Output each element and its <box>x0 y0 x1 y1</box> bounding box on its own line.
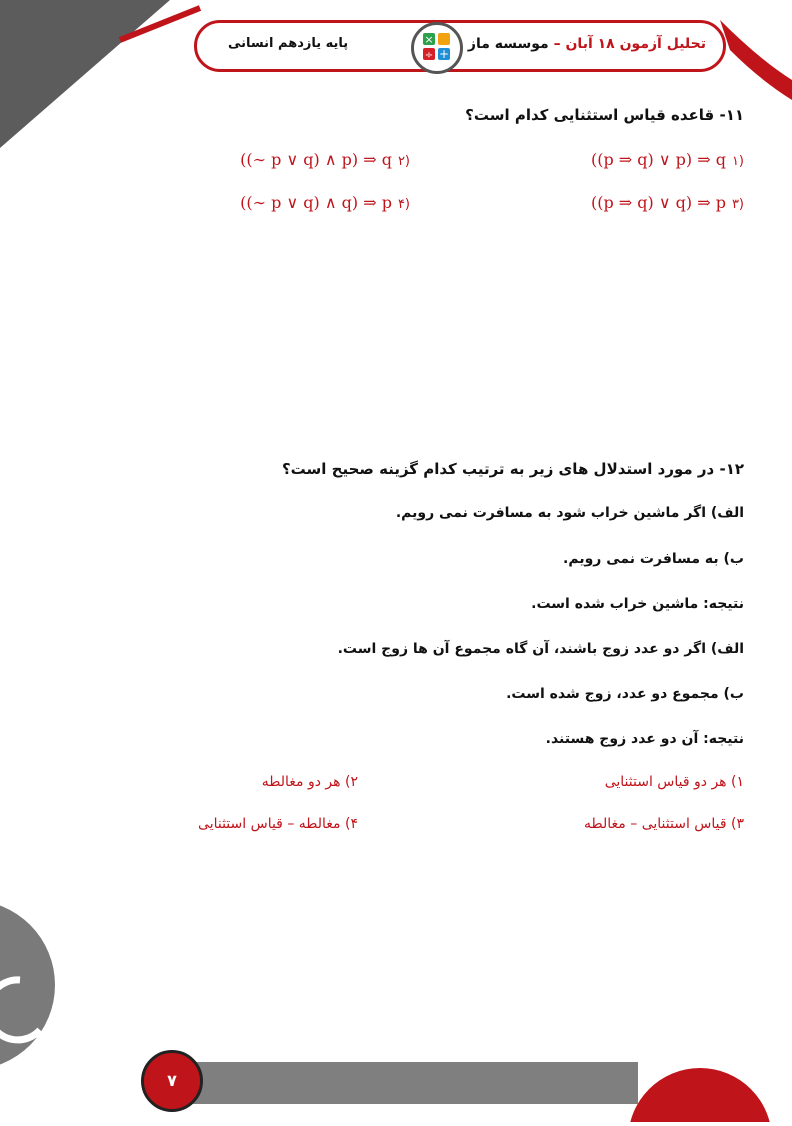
question-12-title: ۱۲- در مورد استدلال های زیر به ترتیب کدام گزینه صحیح است؟ <box>281 460 744 478</box>
q11-option-3 <box>591 193 744 212</box>
exam-title: تحلیل آزمون ۱۸ آبان <box>565 36 706 52</box>
q12-premise-a2: الف) اگر دو عدد زوج باشند، آن گاه مجموع آن ها زوج است. <box>337 641 744 657</box>
q11-option-1-number: ۱) <box>731 154 744 169</box>
q12-conclusion-1: نتیجه: ماشین خراب شده است. <box>531 596 744 612</box>
q12-conclusion-2: نتیجه: آن دو عدد زوج هستند. <box>545 731 744 747</box>
q12-premise-b1: ب) به مسافرت نمی رویم. <box>563 551 744 567</box>
question-11-title: ۱۱- قاعده قیاس استثنایی کدام است؟ <box>465 106 744 124</box>
svg-text:×: × <box>424 33 434 46</box>
grade-label: پایه یازدهم انسانی <box>228 36 349 51</box>
logo <box>411 22 463 74</box>
q12-premise-a1: الف) اگر ماشین خراب شود به مسافرت نمی رویم. <box>395 505 744 521</box>
q11-option-3-formula: ((p ⇒ q) ∨ q) ⇒ p <box>590 193 726 212</box>
q11-option-1 <box>591 150 744 169</box>
q11-option-4-number: ۴) <box>397 197 410 212</box>
q11-option-1-formula: ((p ⇒ q) ∨ p) ⇒ q <box>590 150 726 169</box>
title-separator: – <box>548 36 566 52</box>
q11-option-4 <box>240 193 410 212</box>
header-title <box>468 36 706 52</box>
page-number: ۷ <box>141 1050 203 1112</box>
svg-text:÷: ÷ <box>424 50 434 61</box>
footer-bar <box>160 1062 638 1104</box>
q12-option-3: ۳) قیاس استثنایی – مغالطه <box>584 816 744 832</box>
q12-option-4: ۴) مغالطه – قیاس استثنایی <box>198 816 358 832</box>
q12-option-2: ۲) هر دو مغالطه <box>261 774 358 790</box>
institute-name: موسسه ماز <box>467 36 549 52</box>
q12-option-1: ۱) هر دو قیاس استثنایی <box>604 774 744 790</box>
q11-option-3-number: ۳) <box>731 197 744 212</box>
q11-option-2 <box>240 150 410 169</box>
q11-option-2-number: ۲) <box>397 154 410 169</box>
q11-option-4-formula: ((∼ p ∨ q) ∧ q) ⇒ p <box>240 193 392 212</box>
svg-text:+: + <box>438 47 450 61</box>
math-symbols-icon <box>414 25 460 71</box>
q12-premise-b2: ب) مجموع دو عدد، زوج شده است. <box>506 686 744 702</box>
q11-option-2-formula: ((∼ p ∨ q) ∧ p) ⇒ q <box>240 150 392 169</box>
